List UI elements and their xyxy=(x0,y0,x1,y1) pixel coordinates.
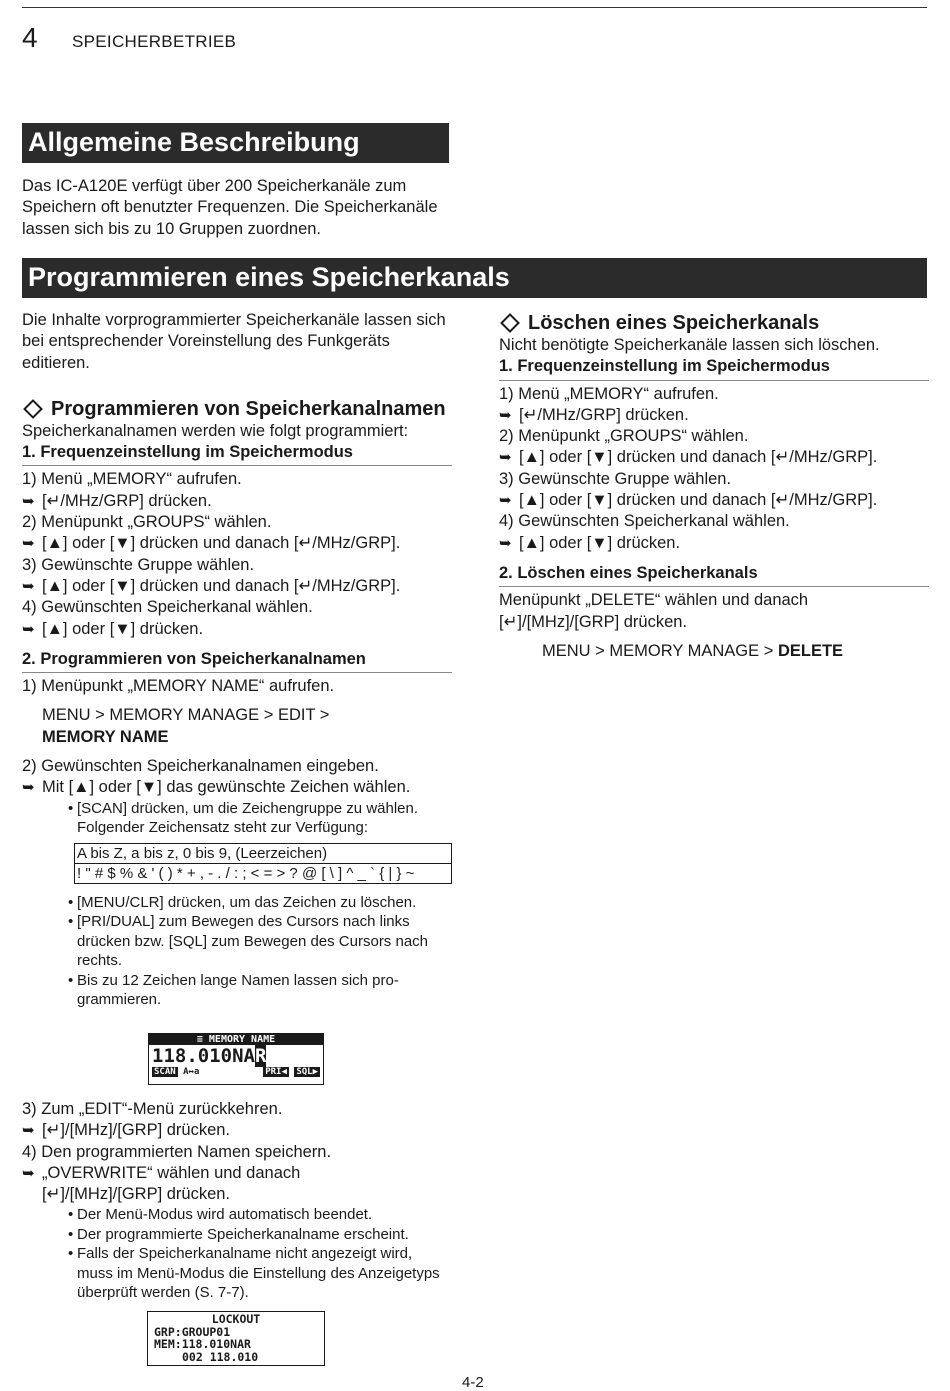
charset-row: ! " # $ % & ' ( ) * + , - . / : ; < = > ? @ [ \ ] ^ _ ` { | } ~ xyxy=(75,863,451,883)
step-item: 2) Menüpunkt „GROUPS“ wählen. xyxy=(22,513,272,532)
step-arrow-item: ➥ [▲] oder [▼] drücken und danach [↵/MHz/GRP]. xyxy=(22,576,452,597)
bullet-item: • Der programmierte Speicherkanalname erscheint. xyxy=(62,1225,452,1245)
left-column xyxy=(22,310,452,1010)
lcd-line: LOCKOUT xyxy=(211,1312,261,1326)
delete-step2-body: Menüpunkt „DELETE“ wählen und danach [↵]/[MHz]/[GRP] drücken. xyxy=(499,591,809,631)
lcd-cursor: R xyxy=(254,1045,267,1067)
lcd-softkeys: SCAN A↔a PRI◀ SQL▶ xyxy=(154,1067,318,1077)
step-item: 2) Gewünschten Speicherkanalnamen eingeben. xyxy=(22,757,379,776)
left-column-lower xyxy=(22,1099,452,1303)
step-arrow-item: ➥ [↵/MHz/GRP] drücken. xyxy=(22,491,452,512)
diamond-icon xyxy=(23,399,43,419)
chapter-title: SPEICHERBETRIEB xyxy=(72,32,237,51)
step-item: 3) Gewünschte Gruppe wählen. xyxy=(22,555,255,574)
section-banner-programming: Programmieren eines Speicherkanals xyxy=(22,258,927,298)
delete-step1-title: 1. Frequenzeinstellung im Speichermodus xyxy=(499,356,929,380)
names-step2-title: 2. Programmieren von Speicherkanalnamen xyxy=(22,649,452,673)
step-arrow-item: ➥ [▲] oder [▼] drücken. xyxy=(499,533,929,554)
step-item: 1) Menüpunkt „MEMORY NAME“ aufrufen. xyxy=(22,677,335,696)
diamond-icon xyxy=(500,313,520,333)
lcd-lockout xyxy=(147,1311,325,1366)
step-item: 3) Gewünschte Gruppe wählen. xyxy=(499,469,732,488)
step-arrow-item: ➥ Mit [▲] oder [▼] das gewünschte Zeichen wählen. xyxy=(22,777,452,798)
step-arrow-item: ➥ „OVERWRITE“ wählen und danach [↵]/[MHz]/[GRP] drücken. xyxy=(22,1163,301,1204)
delete-lead: Nicht benötigte Speicherkanäle lassen sich löschen. xyxy=(499,336,880,354)
step-item: 3) Zum „EDIT“-Menü zurückkehren. xyxy=(22,1100,283,1118)
bullet-item: • [MENU/CLR] drücken, um das Zeichen zu löschen. xyxy=(62,893,452,913)
bullet-scan: • [SCAN] drücken, um die Zeichengruppe zu wählen. Folgender Zeichensatz steht zur Verfügung: xyxy=(62,799,452,838)
step-item: 4) Gewünschten Speicherkanal wählen. xyxy=(22,598,313,617)
names-lead: Speicherkanalnamen werden wie folgt programmiert: xyxy=(22,421,409,440)
programming-intro: Die Inhalte vorprogrammierter Speicherkanäle lassen sich bei entsprechender Voreinstellung des Funkgeräts editieren. xyxy=(22,311,446,372)
arrow-icon: ➥ xyxy=(22,535,35,553)
softkey-scan: SCAN xyxy=(154,1067,176,1077)
arrow-icon: ➥ xyxy=(499,449,512,467)
step-arrow-item: ➥ [▲] oder [▼] drücken und danach [↵/MHz/GRP]. xyxy=(22,533,452,554)
top-rule xyxy=(22,7,927,8)
names-heading xyxy=(22,397,452,421)
step-arrow-item: ➥ [▲] oder [▼] drücken und danach [↵/MHz/GRP]. xyxy=(499,490,929,511)
delete-heading-text: Löschen eines Speicherkanals xyxy=(528,312,820,334)
arrow-icon: ➥ xyxy=(499,534,512,552)
arrow-icon: ➥ xyxy=(22,779,35,797)
names-step1-title: 1. Frequenzeinstellung im Speichermodus xyxy=(22,442,452,466)
delete-heading xyxy=(499,311,929,335)
arrow-icon: ➥ xyxy=(22,620,35,638)
charset-table xyxy=(74,843,452,884)
step-arrow-item: ➥ [↵]/[MHz]/[GRP] drücken. xyxy=(22,1120,452,1141)
lcd-title-bar: ≡ MEMORY NAME xyxy=(149,1034,323,1045)
step-item: 1) Menü „MEMORY“ aufrufen. xyxy=(22,470,242,489)
step-item: 4) Gewünschten Speicherkanal wählen. xyxy=(499,512,790,531)
lcd-memory-name xyxy=(148,1033,324,1085)
arrow-icon: ➥ xyxy=(499,492,512,510)
step-item: 1) Menü „MEMORY“ aufrufen. xyxy=(499,384,719,403)
names-heading-text: Programmieren von Speicherkanalnamen xyxy=(51,397,446,420)
step-arrow-item: ➥ [▲] oder [▼] drücken. xyxy=(22,619,452,640)
softkey-pri: PRI◀ xyxy=(265,1067,287,1077)
arrow-icon: ➥ xyxy=(22,577,35,595)
menu-path-memory-name: MENU > MEMORY MANAGE > EDIT > MEMORY NAME xyxy=(42,706,330,746)
bullet-item: • Falls der Speicherkanalname nicht angezeigt wird, muss im Menü-Modus die Einstellung des Anzeigetyps überprüft werden (S. 7-7). xyxy=(62,1244,452,1303)
bullet-item: • Bis zu 12 Zeichen lange Namen lassen sich programmieren. xyxy=(62,971,452,1010)
page-number: 4-2 xyxy=(462,1374,484,1391)
lcd-line: MEM:118.010NAR xyxy=(154,1337,251,1351)
charset-row: A bis Z, a bis z, 0 bis 9, (Leerzeichen) xyxy=(77,844,328,862)
lcd-line: 002 118.010 xyxy=(182,1349,259,1364)
general-description: Das IC-A120E verfügt über 200 Speicherkanäle zum Speichern oft benutzter Frequenzen. Die Speicherkanäle lassen sich bis zu 10 Gruppen zuordnen. xyxy=(22,177,438,238)
arrow-icon: ➥ xyxy=(499,406,512,424)
chapter-number: 4 xyxy=(22,22,38,53)
delete-step2-title: 2. Löschen eines Speicherkanals xyxy=(499,563,929,587)
step-arrow-item: ➥ [↵/MHz/GRP] drücken. xyxy=(499,405,929,426)
bullet-item: • [PRI/DUAL] zum Bewegen des Cursors nach links drücken bzw. [SQL] zum Bewegen des Cursors nach rechts. xyxy=(62,912,452,971)
right-column xyxy=(499,311,929,670)
lcd-line: GRP:GROUP01 xyxy=(154,1324,231,1339)
step-arrow-item: ➥ [▲] oder [▼] drücken und danach [↵/MHz/GRP]. xyxy=(499,447,929,468)
menu-path-delete: MENU > MEMORY MANAGE > DELETE xyxy=(542,641,844,660)
bullet-item: • Der Menü-Modus wird automatisch beendet. xyxy=(62,1205,452,1225)
lcd-name-entry: 118.010NAR xyxy=(152,1045,267,1067)
step-item: 2) Menüpunkt „GROUPS“ wählen. xyxy=(499,427,749,446)
section-banner-general: Allgemeine Beschreibung xyxy=(22,123,449,163)
arrow-icon: ➥ xyxy=(22,492,35,510)
arrow-icon: ➥ xyxy=(22,1122,35,1140)
arrow-icon: ➥ xyxy=(22,1164,35,1182)
step-item: 4) Den programmierten Namen speichern. xyxy=(22,1142,332,1161)
softkey-sql: SQL▶ xyxy=(296,1067,318,1077)
